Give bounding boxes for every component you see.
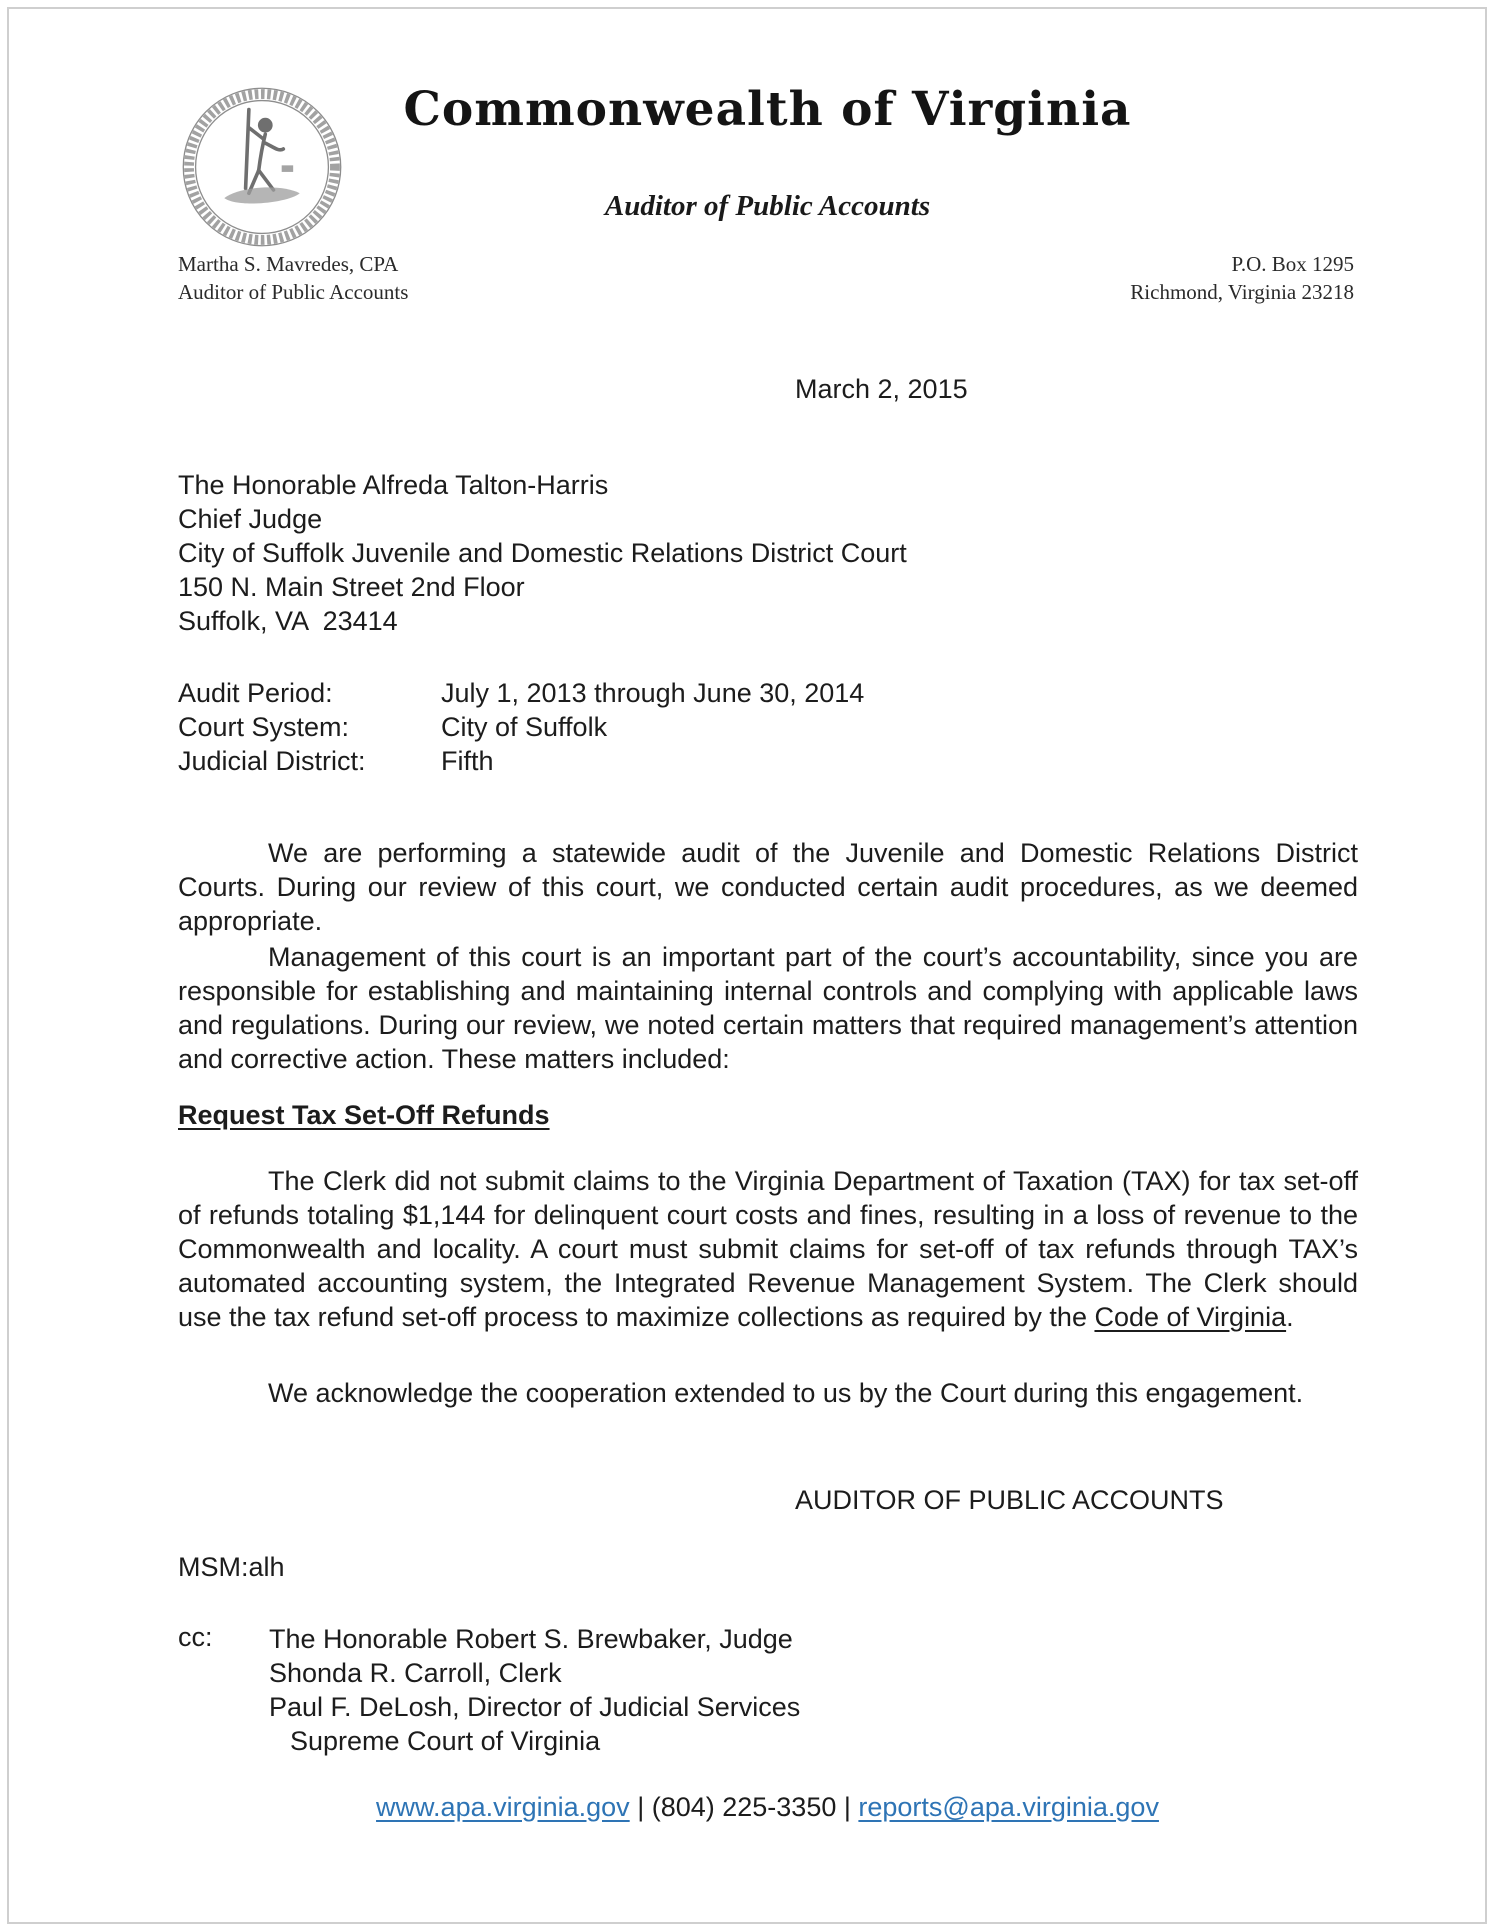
cc-item-clerk: Shonda R. Carroll, Clerk	[269, 1658, 562, 1688]
code-of-virginia-reference: Code of Virginia	[1094, 1302, 1287, 1332]
meta-row-court-system	[178, 710, 864, 744]
recipient-city-zip: Suffolk, VA 23414	[178, 606, 398, 636]
auditor-title: Auditor of Public Accounts	[178, 280, 409, 304]
audit-meta-block	[178, 676, 864, 778]
meta-row-audit-period	[178, 676, 864, 710]
reference-initials: MSM:alh	[178, 1552, 285, 1582]
footer-contact-line	[178, 1792, 1357, 1823]
cc-label: cc:	[178, 1622, 213, 1652]
paragraph-management: Management of this court is an important part of the court’s accountability, since you are responsible for establishing and maintaining internal controls and complying with applicable laws and regulations. During our review, we noted certain matters that required management’s attention and corrective action. These matters included:	[178, 942, 1358, 1074]
recipient-name: The Honorable Alfreda Talton-Harris	[178, 470, 609, 500]
meta-row-judicial-district	[178, 744, 864, 778]
paragraph-statewide-audit: We are performing a statewide audit of the Juvenile and Domestic Relations District Courts. During our review of this court, we conducted certain audit procedures, as we deemed appropriate.	[178, 838, 1358, 936]
phone-number: (804) 225-3350	[651, 1792, 837, 1822]
meta-label: Judicial District:	[178, 746, 366, 776]
recipient-address-block	[178, 468, 907, 638]
meta-value: City of Suffolk	[441, 712, 608, 742]
letter-date: March 2, 2015	[795, 374, 968, 404]
footer-separator: |	[836, 1792, 859, 1822]
meta-label: Audit Period:	[178, 678, 333, 708]
letterhead-subtitle: Auditor of Public Accounts	[604, 190, 931, 222]
email-link[interactable]: reports@apa.virginia.gov	[858, 1792, 1159, 1822]
office-address-block	[1130, 250, 1354, 306]
signature-organization: AUDITOR OF PUBLIC ACCOUNTS	[795, 1485, 1224, 1515]
cc-item-director: Paul F. DeLosh, Director of Judicial Services	[269, 1692, 801, 1722]
cc-item-judge: The Honorable Robert S. Brewbaker, Judge	[269, 1624, 793, 1654]
finding-heading: Request Tax Set-Off Refunds	[178, 1100, 550, 1130]
auditor-identity-block	[178, 250, 408, 306]
po-box-line: P.O. Box 1295	[1231, 252, 1354, 276]
footer-separator: |	[629, 1792, 652, 1822]
recipient-title: Chief Judge	[178, 504, 323, 534]
recipient-court: City of Suffolk Juvenile and Domestic Relations District Court	[178, 538, 907, 568]
meta-value: July 1, 2013 through June 30, 2014	[441, 678, 865, 708]
paragraph-finding	[178, 1164, 1358, 1334]
finding-text: The Clerk did not submit claims to the Virginia Department of Taxation (TAX) for tax set-off of refunds totaling $1,144 for delinquent court costs and fines, resulting in a loss of revenue to the Commonwealth and locality. A court must submit claims for set-off of tax refunds through TAX’s automated accounting system, the Integrated Revenue Management System. The Clerk should use the tax refund set-off process to maximize collections as required by the	[178, 1166, 1358, 1332]
cc-list	[269, 1622, 800, 1758]
recipient-street: 150 N. Main Street 2nd Floor	[178, 572, 525, 602]
letterhead-title: Commonwealth of Virginia	[403, 82, 1132, 137]
website-link[interactable]: www.apa.virginia.gov	[376, 1792, 630, 1822]
meta-label: Court System:	[178, 712, 350, 742]
cc-item-supreme-court: Supreme Court of Virginia	[290, 1726, 601, 1756]
city-state-zip-line: Richmond, Virginia 23218	[1130, 280, 1354, 304]
paragraph-acknowledgement: We acknowledge the cooperation extended to us by the Court during this engagement.	[268, 1378, 1304, 1408]
finding-text-end: .	[1286, 1302, 1294, 1332]
auditor-name: Martha S. Mavredes, CPA	[178, 252, 399, 276]
meta-value: Fifth	[441, 746, 494, 776]
